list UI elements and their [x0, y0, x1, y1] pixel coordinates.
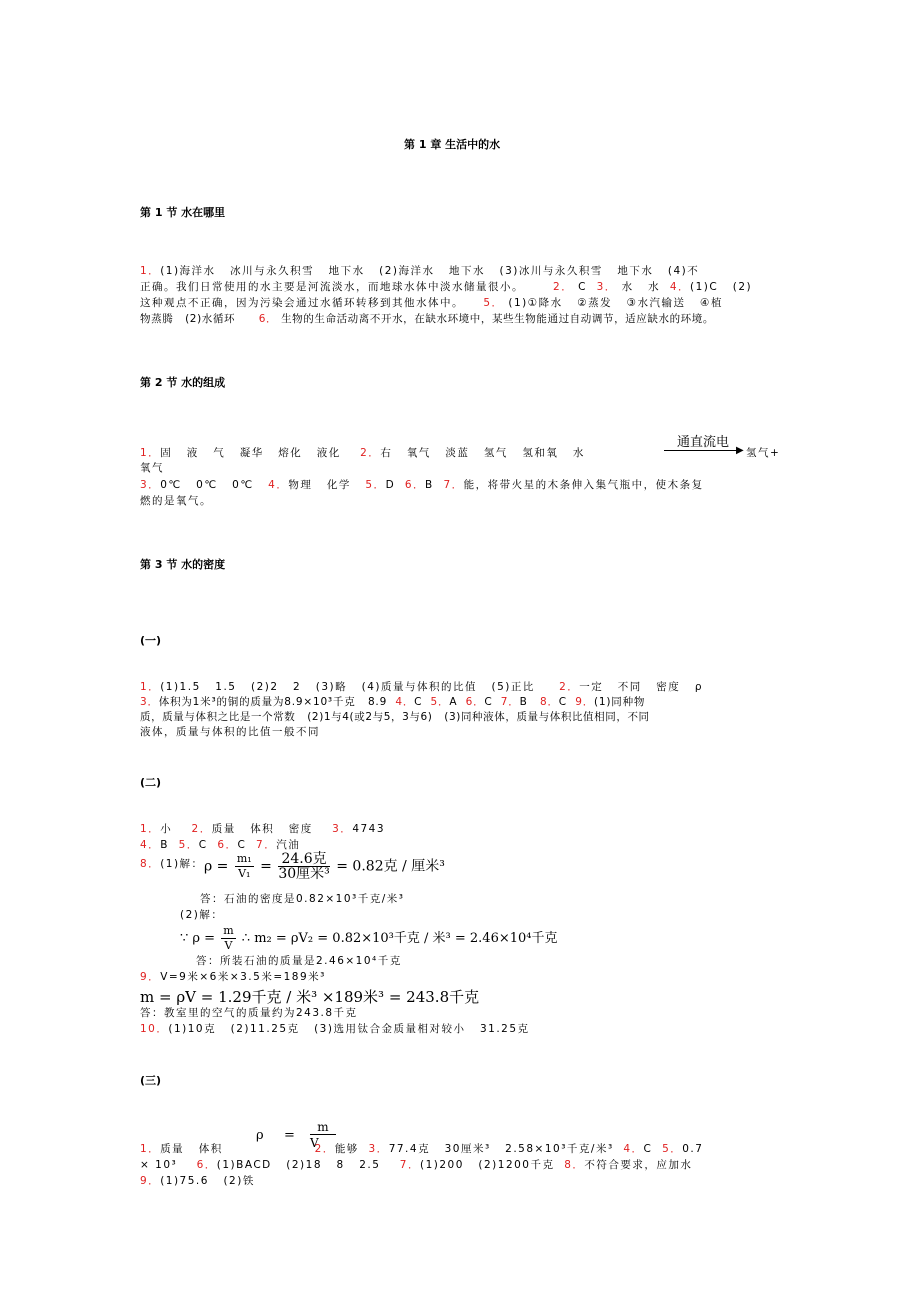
q-number: 9．	[140, 1175, 161, 1187]
answer-text: A	[449, 696, 458, 708]
q-number: 8．	[140, 858, 161, 870]
answer-text: (1)1.5 1.5 (2)2 2 (3)略 (4)质量与体积的比值 (5)正比	[160, 681, 535, 693]
chapter-title: 第 1 章 生活中的水	[404, 138, 501, 151]
q-number: 8．	[540, 696, 559, 708]
fraction-denominator: V₁	[238, 867, 251, 880]
q-number: 7．	[256, 839, 277, 851]
answer-text: V=9米×6米×3.5米=189米³	[160, 971, 326, 983]
answer-text: (1)200 (2)1200千克	[419, 1159, 555, 1171]
answer-text: 生物的生命活动离不开水，在缺水环境中，某些生物能通过自动调节，适应缺水的环境。	[281, 313, 714, 325]
s2-line-4: 燃的是氧气。	[140, 495, 212, 507]
p2-line-q9	[140, 970, 326, 984]
p3-line-1	[140, 1142, 703, 1156]
section-3-title: 第 3 节 水的密度	[140, 558, 226, 571]
q-number: 3．	[368, 1143, 389, 1155]
answer-text: 物理 化学	[288, 479, 351, 491]
q-number: 1．	[140, 447, 161, 459]
q-number: 3．	[140, 479, 161, 491]
p2-answer-3: 答：教室里的空气的质量约为243.8千克	[140, 1007, 358, 1019]
answer-text: C	[198, 839, 208, 851]
q-number: 6．	[196, 1159, 217, 1171]
answer-text: (1)10克 (2)11.25克 (3)选用钛合金质量相对较小 31.25克	[168, 1023, 530, 1035]
q-number: 4．	[669, 281, 691, 293]
q-number: 9．	[140, 971, 161, 983]
q-number: 7．	[443, 479, 464, 491]
q-number: 1．	[140, 265, 161, 277]
q-number: 4．	[140, 839, 161, 851]
answer-text: 4743	[352, 823, 386, 835]
p2-solution-2: (2)解：	[180, 909, 224, 921]
answer-text: 这种观点不正确，因为污染会通过水循环转移到其他水体中。	[140, 297, 464, 309]
s1-line-3	[140, 296, 723, 310]
q-number: 3．	[332, 823, 353, 835]
answer-text: C	[237, 839, 247, 851]
answer-text: 能够	[334, 1143, 359, 1155]
s2-line-1	[140, 446, 585, 460]
q-number: 3．	[596, 281, 617, 293]
q-number: 9．	[575, 696, 594, 708]
answer-text: B	[425, 479, 434, 491]
q-number: 2．	[360, 447, 381, 459]
fraction-denominator: V	[310, 1136, 319, 1150]
q-number: 3．	[140, 696, 159, 708]
answer-text: 固 液 气 凝华 熔化 液化	[160, 447, 341, 459]
answer-text: 物蒸腾 (2)水循环	[140, 313, 236, 325]
answer-text: C	[643, 1143, 653, 1155]
q-number: 7．	[399, 1159, 420, 1171]
p2-answer-1: 答：石油的密度是0.82×10³千克/米³	[200, 893, 405, 905]
answer-text: (1)海洋水 冰川与永久积雪 地下水 (2)海洋水 地下水 (3)冰川与永久积雪 地下水 (4)不	[160, 265, 700, 277]
q-number: 1．	[140, 823, 161, 835]
p1-line-4: 液体，质量与体积的比值一般不同	[140, 726, 320, 738]
fraction-numerator: m	[310, 1120, 336, 1135]
answer-text: 水 水	[621, 281, 661, 293]
formula-lhs: ∵ ρ =	[180, 931, 216, 946]
q-number: 4．	[395, 696, 415, 708]
formula-air-mass: m = ρV = 1.29千克 / 米³ ×189米³ = 243.8千克	[140, 988, 480, 1006]
q-number: 10．	[140, 1023, 169, 1035]
part-2-title: (二)	[140, 776, 162, 789]
q-number: 5．	[430, 696, 450, 708]
q-number: 5．	[178, 839, 199, 851]
answer-text: 77.4克 30厘米³ 2.58×10³千克/米³	[388, 1143, 614, 1155]
answer-text: D	[385, 479, 396, 491]
answer-text: C	[578, 281, 587, 293]
formula-density-1: ρ = $\frac{\text{m₁}}{\text{V₁}}$ = $\frac{\text{24.6克}}{\text{30厘米³}}$ = 0.82克 / 厘米³	[204, 851, 445, 882]
p3-line-2	[140, 1158, 692, 1172]
q-number: 4．	[623, 1143, 644, 1155]
answer-text: (1)解：	[160, 858, 204, 870]
q-number: 5．	[662, 1143, 683, 1155]
answer-text: B	[519, 696, 528, 708]
p2-line-2	[140, 838, 300, 852]
answer-text: 不符合要求，应加水	[584, 1159, 693, 1171]
q-number: 2．	[553, 281, 574, 293]
q-number: 6．	[404, 479, 426, 491]
p2-line-3	[140, 857, 204, 871]
answer-text: 正确。我们日常使用的水主要是河流淡水，而地球水体中淡水储量很小。	[140, 281, 524, 293]
section-1-title: 第 1 节 水在哪里	[140, 206, 226, 219]
q-number: 4．	[268, 479, 289, 491]
answer-text: 质量 体积	[160, 1143, 223, 1155]
answer-text: C	[414, 696, 423, 708]
q-number: 2．	[314, 1143, 335, 1155]
formula-rhs: ∴ m₂ = ρV₂ = 0.82×10³千克 / 米³ = 2.46×10⁴千克	[241, 931, 558, 946]
p2-line-q10	[140, 1022, 530, 1036]
section-2-title: 第 2 节 水的组成	[140, 376, 226, 389]
answer-text: 质量 体积 密度	[211, 823, 313, 835]
s1-line-2	[140, 280, 752, 294]
q-number: 1．	[140, 1143, 161, 1155]
p2-answer-2: 答：所装石油的质量是2.46×10⁴千克	[196, 955, 402, 967]
answer-text: 一定 不同 密度 ρ	[579, 681, 703, 693]
answer-text: × 10³	[140, 1159, 178, 1171]
p1-line-2	[140, 695, 645, 709]
answer-text: 能，将带火星的木条伸入集气瓶中，使木条复	[463, 479, 704, 491]
fraction-numerator: 24.6克	[278, 852, 329, 867]
p1-line-1	[140, 680, 703, 694]
q-number: 2．	[191, 823, 212, 835]
answer-text: 0℃ 0℃ 0℃	[160, 479, 254, 491]
fraction-denominator: V	[224, 939, 233, 952]
answer-text: 右 氧气 淡蓝 氢气 氢和氧 水	[380, 447, 585, 459]
formula-result: = 0.82克 / 厘米³	[336, 858, 445, 875]
answer-text: C	[484, 696, 493, 708]
answer-text: 汽油	[276, 839, 301, 851]
q-number: 7．	[500, 696, 520, 708]
q-number: 6．	[217, 839, 238, 851]
answer-text: 小	[160, 823, 173, 835]
answer-text: (1)①降水 ②蒸发 ③水汽输送 ④植	[508, 297, 723, 309]
answer-text: (1)C (2)	[690, 281, 753, 293]
fraction-numerator: m	[223, 924, 234, 937]
formula-rho-symbol: ρ	[256, 1128, 264, 1143]
formula-equals: =	[284, 1128, 295, 1143]
q-number: 6．	[258, 313, 278, 325]
q-number: 1．	[140, 681, 161, 693]
s2-line-1-end: 氢气+	[746, 447, 781, 459]
q-number: 2．	[559, 681, 580, 693]
q-number: 8．	[564, 1159, 585, 1171]
answer-text: C	[558, 696, 567, 708]
fraction-denominator: 30厘米³	[278, 866, 330, 882]
formula-density-2	[180, 924, 558, 953]
q-number: 5．	[365, 479, 386, 491]
reaction-arrow-label: 通直流电	[664, 436, 742, 451]
answer-text: (1)75.6 (2)铁	[160, 1175, 255, 1187]
answer-text: (1)同种物	[594, 696, 646, 708]
fraction-numerator: m₁	[236, 852, 252, 865]
part-1-title: (一)	[140, 634, 162, 647]
arrow-head-icon: ▶	[736, 445, 744, 456]
q-number: 6．	[465, 696, 485, 708]
answer-text: B	[160, 839, 169, 851]
p1-line-3: 质，质量与体积之比是一个常数 (2)1与4(或2与5，3与6) (3)同种液体，质量与体积比值相同，不同	[140, 711, 650, 723]
answer-text: (1)BACD (2)18 8 2.5	[216, 1159, 381, 1171]
s2-line-2: 氧气	[140, 462, 164, 474]
s2-line-3	[140, 478, 704, 492]
s1-line-1	[140, 264, 699, 278]
p2-line-1	[140, 822, 385, 836]
answer-text: 体积为1米³的铜的质量为8.9×10³千克 8.9	[158, 696, 388, 708]
p3-line-3	[140, 1174, 255, 1188]
q-number: 5．	[483, 297, 504, 309]
part-3-title: (三)	[140, 1074, 162, 1087]
s1-line-4	[140, 312, 714, 326]
answer-text: 0.7	[682, 1143, 704, 1155]
